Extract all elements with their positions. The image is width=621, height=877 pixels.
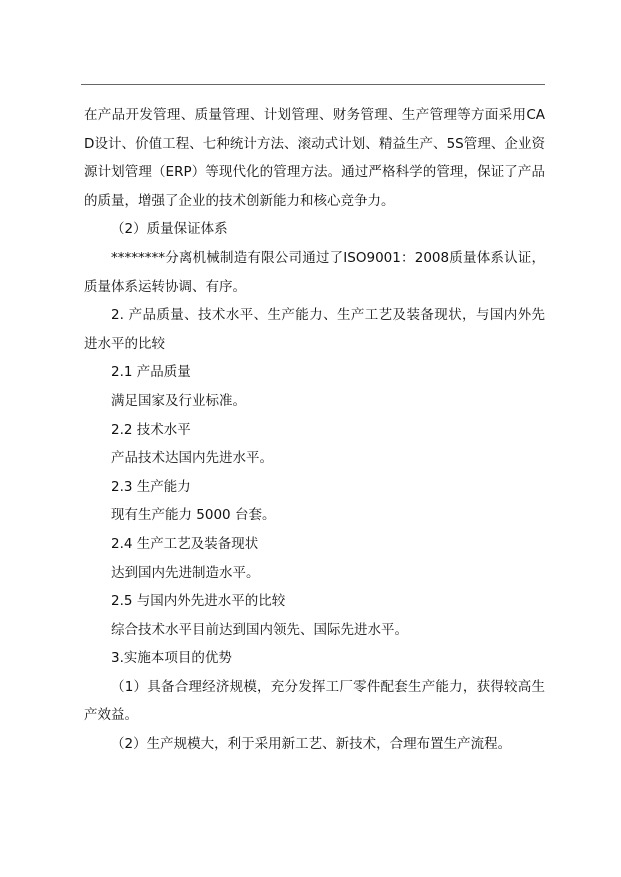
section-2-1-body: 满足国家及行业标准。 xyxy=(111,392,246,409)
section-2-3-body: 现有生产能力 5000 台套。 xyxy=(111,507,276,524)
section-2-heading: 2. 产品质量、技术水平、生产能力、生产工艺及装备现状，与国内外先进水平的比较 xyxy=(84,307,545,352)
advantage-1-paragraph: （1）具备合理经济规模，充分发挥工厂零件配套生产能力，获得较高生产效益。 xyxy=(84,678,545,724)
header-rule xyxy=(81,84,545,85)
quality-system-heading: （2）质量保证体系 xyxy=(111,221,228,238)
section-2-2-body: 产品技术达国内先进水平。 xyxy=(111,450,273,467)
section-2-3-title: 2.3 生产能力 xyxy=(111,478,191,495)
section-2-1-title: 2.1 产品质量 xyxy=(111,364,191,381)
section-2-5-body: 综合技术水平目前达到国内领先、国际先进水平。 xyxy=(111,621,408,638)
document-body xyxy=(84,101,545,759)
section-2-2-title: 2.2 技术水平 xyxy=(111,421,191,438)
section-2-5-title: 2.5 与国内外先进水平的比较 xyxy=(111,593,286,610)
section-2-4-title: 2.4 生产工艺及装备现状 xyxy=(111,535,259,552)
iso-certification-paragraph: ********分离机械制造有限公司通过了ISO9001：2008质量体系认证，质量体系运转协调、有序。 xyxy=(84,249,545,295)
section-3-heading: 3.实施本项目的优势 xyxy=(111,650,232,667)
section-2-4-body: 达到国内先进制造水平。 xyxy=(111,564,260,581)
advantage-2-paragraph: （2）生产规模大，利于采用新工艺、新技术，合理布置生产流程。 xyxy=(111,736,512,753)
management-methods-paragraph: 在产品开发管理、质量管理、计划管理、财务管理、生产管理等方面采用CAD设计、价值工程、七种统计方法、滚动式计划、精益生产、5S管理、企业资源计划管理（ERP）等现代化的管理方法。通过严格科学的管理，保证了产品的质量，增强了企业的技术创新能力和核心竞争力。 xyxy=(84,107,545,209)
